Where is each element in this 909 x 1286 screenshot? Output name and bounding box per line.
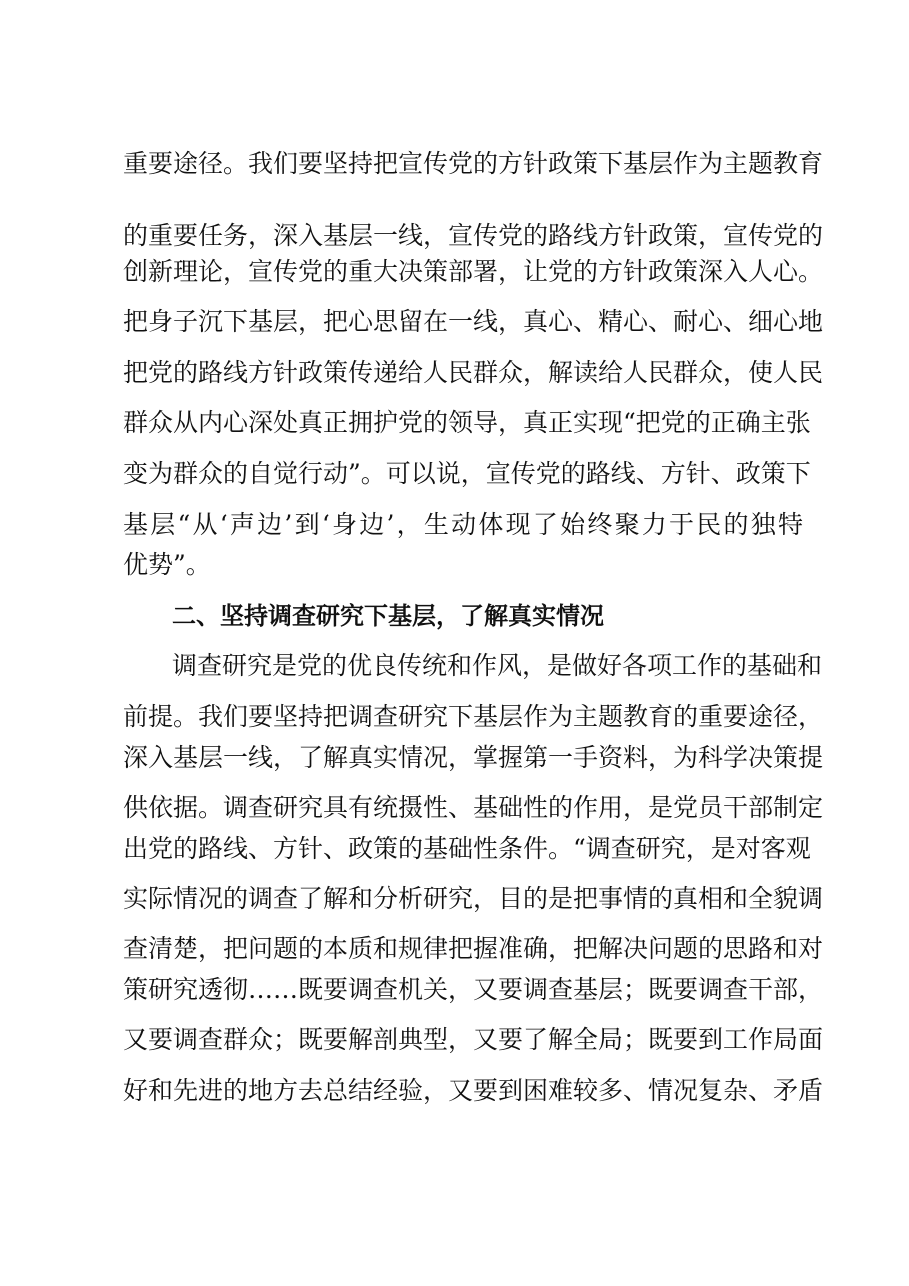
paragraph-2-line-6: 实际情况的调查了解和分析研究，目的是把事情的真相和全貌调 xyxy=(123,884,824,913)
paragraph-2-line-10: 好和先进的地方去总结经验，又要到困难较多、情况复杂、矛盾 xyxy=(123,1076,824,1105)
paragraph-1-line-1: 重要途径。我们要坚持把宣传党的方针政策下基层作为主题教育 xyxy=(123,149,824,178)
paragraph-2-line-7: 查清楚，把问题的本质和规律把握准确，把解决问题的思路和对 xyxy=(123,934,824,963)
paragraph-2-line-4: 供依据。调查研究具有统摄性、基础性的作用，是党员干部制定 xyxy=(123,793,824,822)
paragraph-2-line-3: 深入基层一线，了解真实情况，掌握第一手资料，为科学决策提 xyxy=(123,743,824,772)
paragraph-2-line-8: 策研究透彻……既要调查机关，又要调查基层；既要调查干部， xyxy=(123,975,824,1004)
paragraph-2-line-9: 又要调查群众；既要解剖典型，又要了解全局；既要到工作局面 xyxy=(123,1025,824,1054)
paragraph-1-line-9: 优势”。 xyxy=(123,550,211,579)
paragraph-1-line-4: 把身子沉下基层，把心思留在一线，真心、精心、耐心、细心地 xyxy=(123,307,824,336)
paragraph-1-line-8: 基层“从‘声边’到‘身边’，生动体现了始终聚力于民的独特 xyxy=(123,510,803,539)
paragraph-1-line-5: 把党的路线方针政策传递给人民群众，解读给人民群众，使人民 xyxy=(123,358,824,387)
paragraph-1-line-6: 群众从内心深处真正拥护党的领导，真正实现“把党的正确主张 xyxy=(123,408,811,437)
paragraph-2-line-2: 前提。我们要坚持把调查研究下基层作为主题教育的重要途径， xyxy=(123,702,824,731)
paragraph-1-line-2: 的重要任务，深入基层一线，宣传党的路线方针政策，宣传党的 xyxy=(123,221,824,250)
paragraph-2-line-1: 调查研究是党的优良传统和作风，是做好各项工作的基础和 xyxy=(172,651,823,680)
section-heading: 二、坚持调查研究下基层，了解真实情况 xyxy=(172,602,604,630)
paragraph-1-line-3: 创新理论，宣传党的重大决策部署，让党的方针政策深入人心。 xyxy=(123,257,824,286)
paragraph-2-line-5: 出党的路线、方针、政策的基础性条件。“调查研究，是对客观 xyxy=(123,834,811,863)
paragraph-1-line-7: 变为群众的自觉行动”。可以说，宣传党的路线、方针、政策下 xyxy=(123,459,811,488)
